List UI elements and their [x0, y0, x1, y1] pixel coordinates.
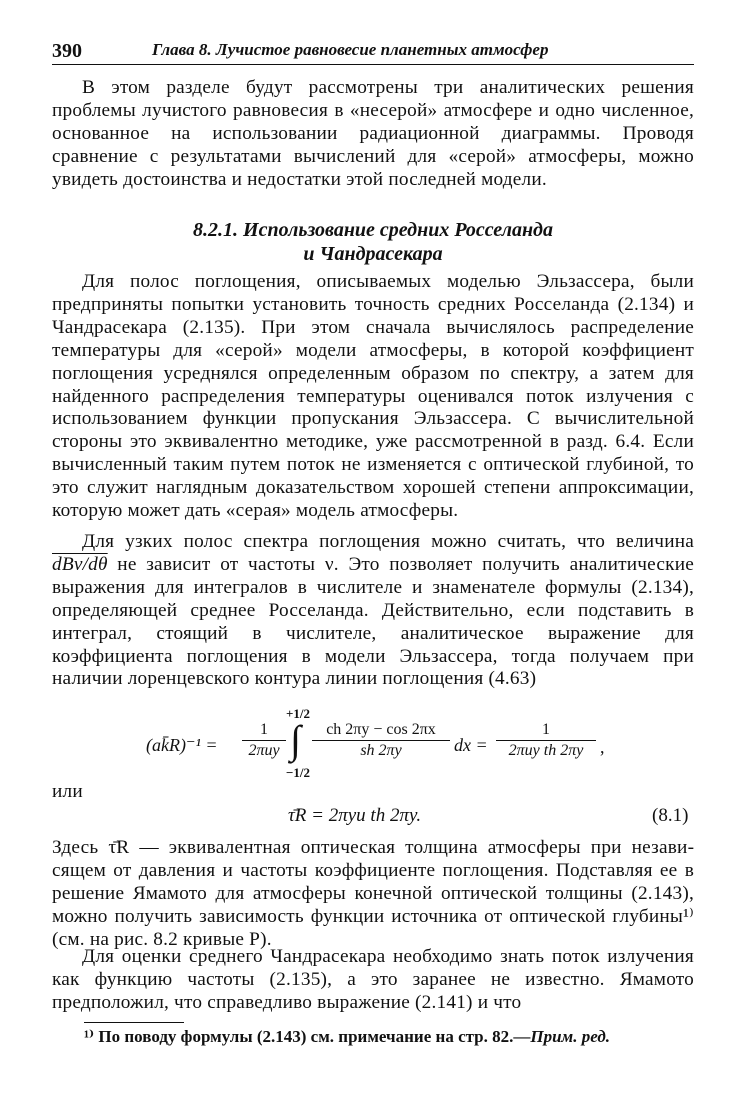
paragraph-4: Для оценки среднего Чандрасекара необходимо знать поток излучения как функцию частоты (2.135), а это заранее не известно. Ямамото предположил, что справедливо выражение (2.141) и что — [52, 946, 694, 1013]
equation-1-comma: , — [600, 737, 605, 757]
fraction-1-denominator: 2πuy — [248, 742, 280, 759]
equation-1-fraction-2 — [496, 720, 596, 761]
equation-2-label: (8.1) — [652, 805, 689, 826]
running-title: Глава 8. Лучистое равновесие планетных атмосфер — [152, 40, 549, 59]
section-title-line2: и Чандрасекара — [303, 243, 443, 265]
paragraph-2-rest: не зависит от частоты ν. Это позволяет получить аналитические выражения для интегралов в числителе и знаменателе формулы (2.134), определяющей среднее Росселанда. Действительно, если подставить в интеграл, стоящий в числителе, аналитическое выражение для коэффициента поглощения в модели Эльзассера, тогда получаем при наличии лоренцевского контура линии поглощения (4.63) — [52, 553, 694, 690]
integral-sign: ∫ — [290, 717, 301, 762]
header-rule — [52, 64, 694, 65]
quantity-dbdtheta: dBν/dθ — [52, 553, 108, 575]
integral-upper-limit: +1/2 — [286, 706, 311, 721]
paragraph-2 — [52, 531, 694, 691]
footnote-text: ¹⁾ По поводу формулы (2.143) см. примечание на стр. 82.— — [84, 1027, 531, 1046]
footnote-tail: Прим. ред. — [530, 1027, 611, 1046]
integrand-numerator: ch 2πy − cos 2πx — [326, 721, 436, 738]
paragraph-2-start: Для узких полос спектра поглощения можно считать, что величина — [82, 531, 694, 552]
integrand-fraction — [312, 720, 450, 761]
equation-1-lhs: (ak̄R)⁻¹ = — [146, 735, 218, 755]
integral-lower-limit: −1/2 — [286, 765, 311, 780]
equation-1-fraction-1 — [242, 720, 286, 761]
equation-2-body: τ̄R = 2πyu th 2πy. — [288, 805, 422, 826]
equation-1-dx: dx = — [454, 735, 488, 755]
fraction-2-denominator: 2πuy th 2πy — [508, 742, 584, 759]
fraction-2-numerator: 1 — [542, 721, 550, 738]
page-header — [52, 40, 694, 64]
or-word: или — [52, 781, 83, 802]
section-title-line1: 8.2.1. Использование средних Росселанда — [193, 219, 553, 241]
fraction-1-numerator: 1 — [260, 721, 268, 738]
section-title — [52, 218, 694, 266]
page-number: 390 — [52, 40, 82, 62]
integrand-denominator: sh 2πy — [360, 742, 402, 759]
footnote — [84, 1027, 610, 1047]
footnote-rule — [84, 1022, 184, 1023]
intro-paragraph: В этом разделе будут рассмотрены три аналитических решения проблемы лучистого равновесия в «несерой» атмосфере и одно численное, основанное на использовании радиационной диаграммы. Проводя сравнение с результатами вычислений для «серой» атмосферы, можно увидеть достоинства и недостатки этой последней модели. — [52, 77, 694, 190]
paragraph-1: Для полос поглощения, описываемых моделью Эльзассера, были предприняты попытки установить точность средних Росселанда (2.134) и Чандрасекара (2.135). При этом сначала вычислялось распределение температуры для «серой» модели атмосферы, в которой коэффициент поглощения усреднялся определенным образом по спектру, а затем для найденного распределения температуры оценивался поток излучения с использованием функции пропускания Эльзассера. С вычислительной стороны это эквивалентно методике, уже рассмотренной в разд. 6.4. Если вычисленный таким путем поток не изменяется с оптической глубиной, то это служит наглядным доказательством хорошей степени аппроксимации, которую может дать «серая» модель атмосферы. — [52, 271, 694, 522]
paragraph-3: Здесь τ̄R — эквивалентная оптическая толщина атмосферы при независящем от давления и частоты коэффициенте поглощения. Подставляя ее в решение Ямамото для атмосферы конечной оптической толщины (2.143), можно получить зависимость функции источника от оптической глубины¹⁾ (см. на рис. 8.2 кривые P). — [52, 837, 694, 950]
